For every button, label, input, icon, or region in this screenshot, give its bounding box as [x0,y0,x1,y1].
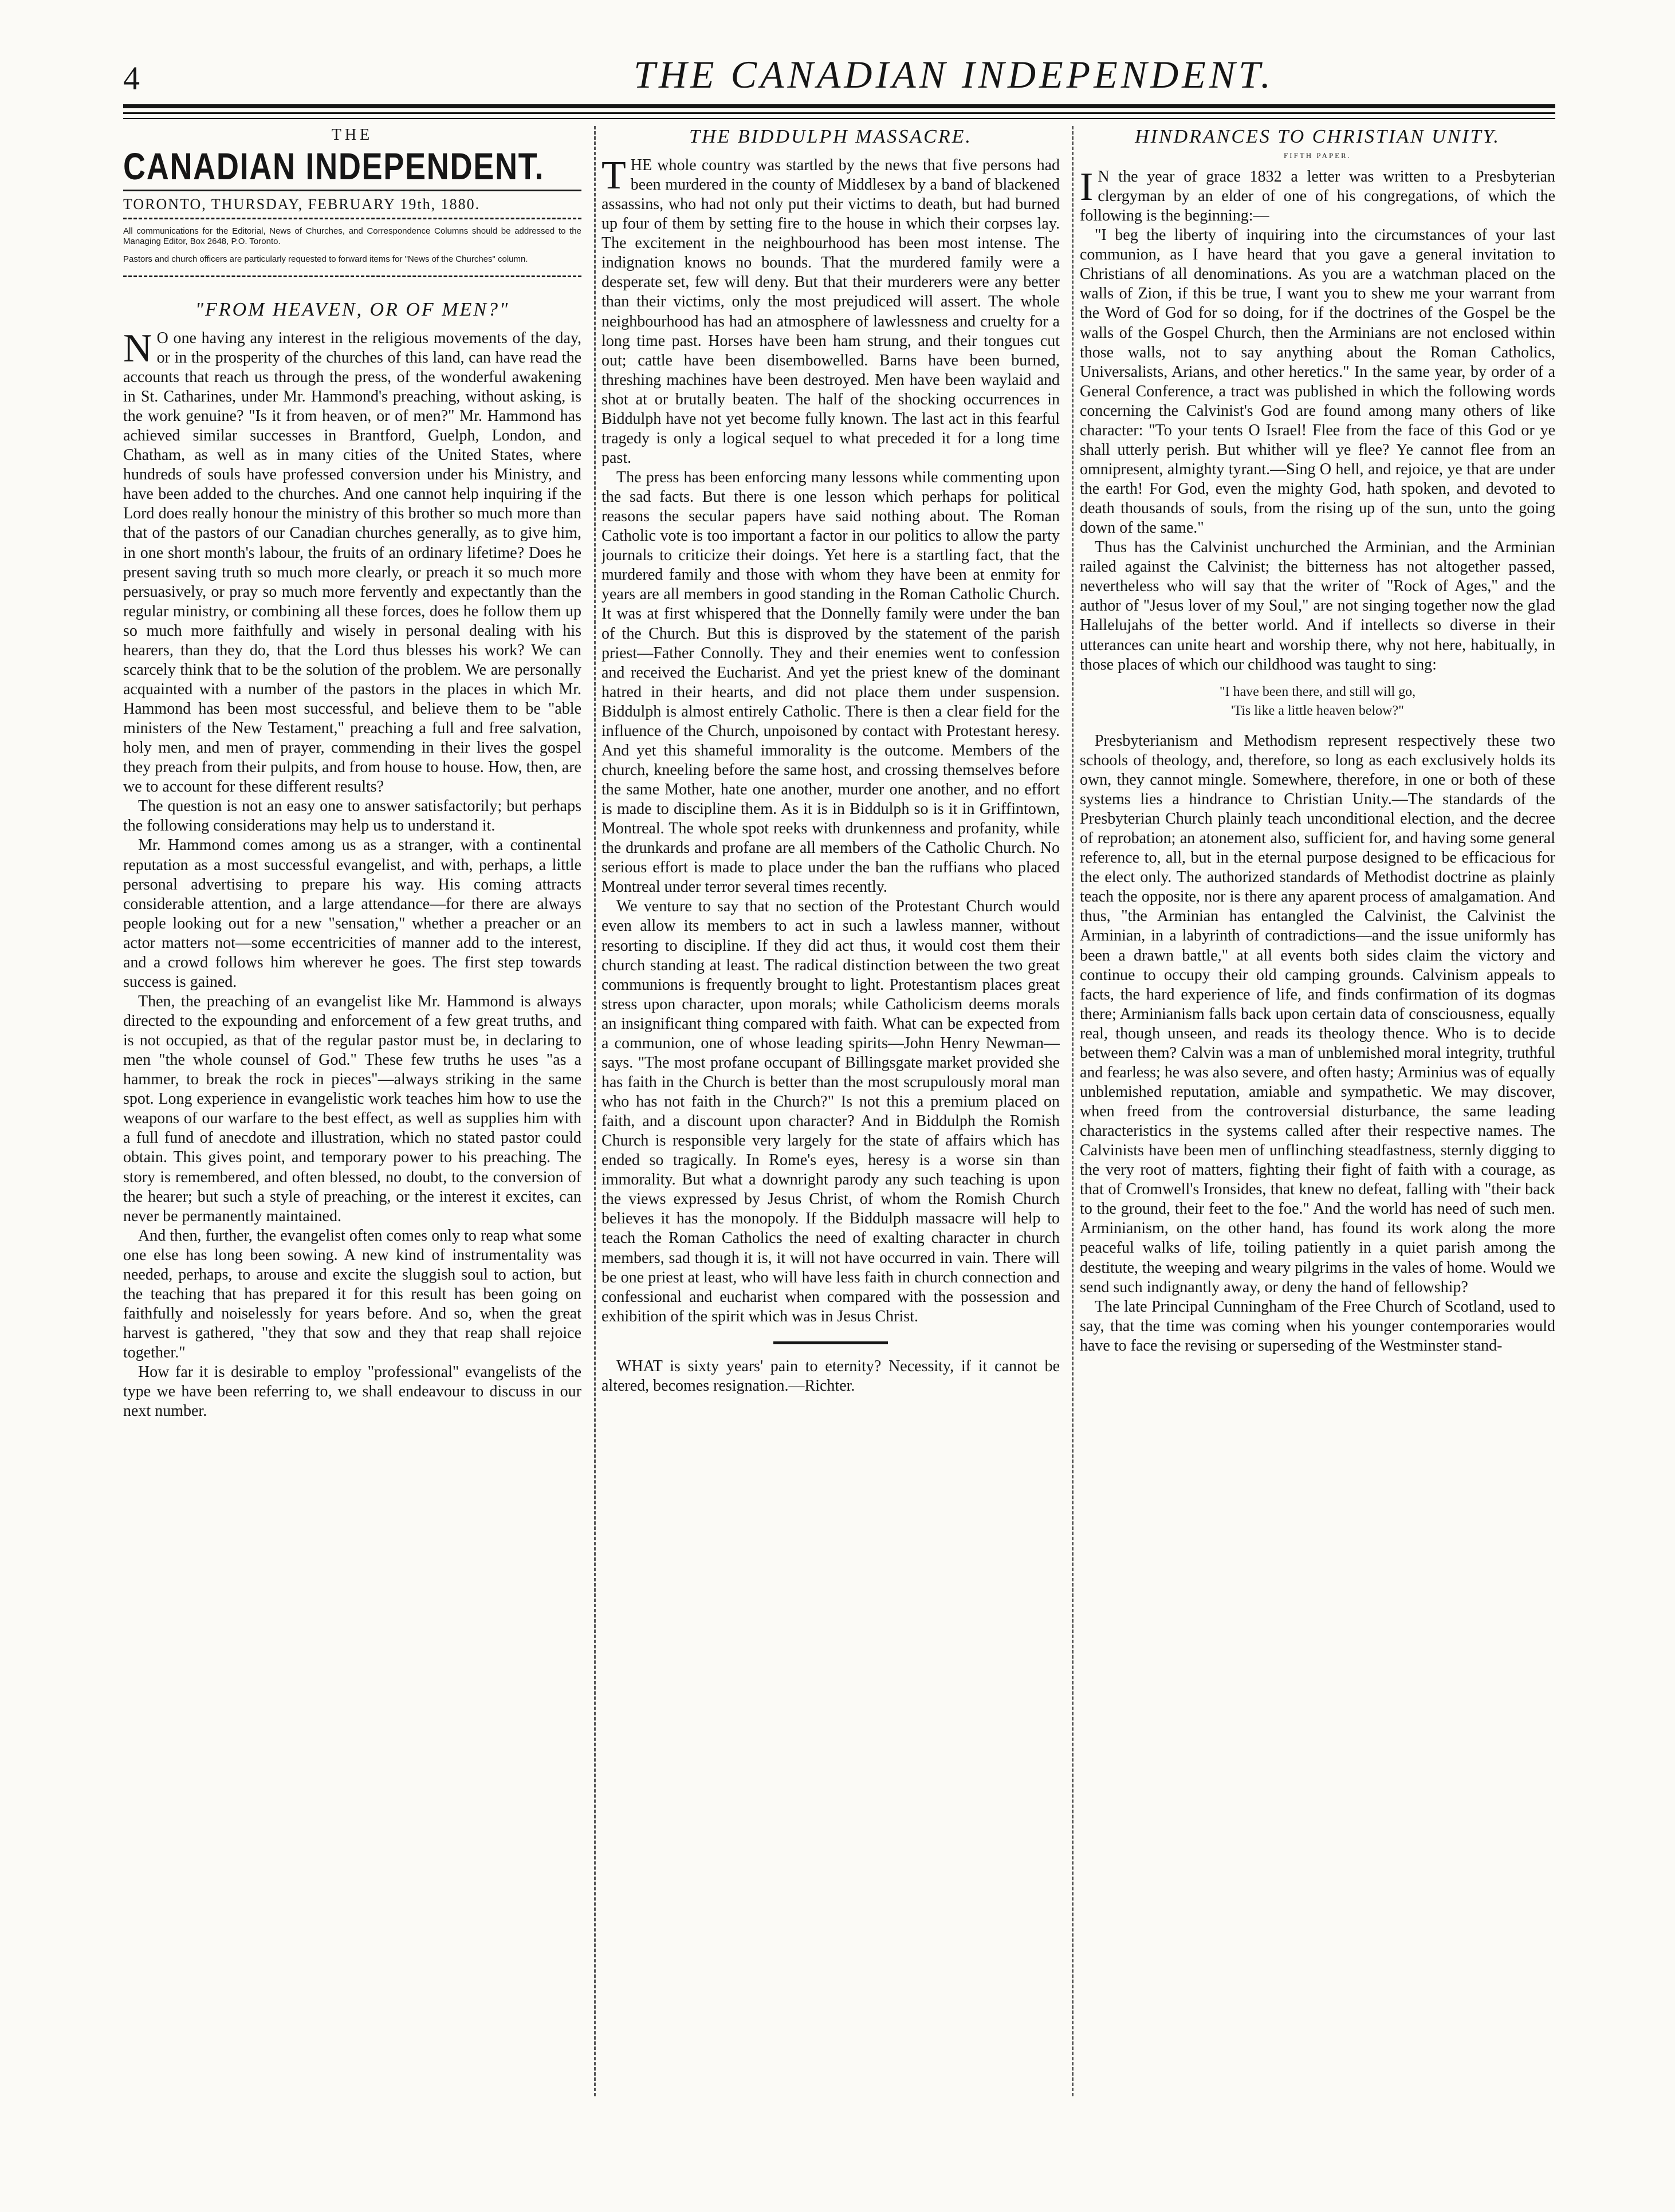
verse-line: "I have been there, and still will go, [1219,684,1416,699]
closing-quote [601,1357,1060,1396]
masthead-title: CANADIAN INDEPENDENT. [123,145,545,187]
verse-quote [1080,683,1555,721]
running-title: THE CANADIAN INDEPENDENT. [634,53,1274,96]
header-rule [123,118,1555,119]
left-column [123,126,581,2108]
column-divider [594,126,596,2096]
masthead-rule [123,190,581,191]
article-paragraph: "I beg the liberty of inquiring into the circumstances of your last communion, as I have heard that you gave a general invitation to Christians of all denominations. As you are a watchman placed on the walls of Zion, if this be true, I want you to shew me your warrant from the Word of God for so doing, for if the doctrines of the Gospel be the walls of the Gospel Church, then the Arminians are not enclosed within those walls, not to say anything about the Roman Catholics, Universalists, Arians, and other heretics." In the same year, by order of a General Conference, a tract was published in which the following words concerning the Calvinist's God are found among many others of like character: "To your tents O Israel! Flee from the face of this God or ye shall utterly perish. But whither will ye flee? Ye cannot flee from an omnipresent, almighty tyrant.—Sing O hell, and rejoice, ye that are under the earth! For God, even the mighty God, hath spoken, and devoted to death thousands of souls, from the rising up of the sun, unto the going down of the same." [1080,226,1555,537]
masthead-kicker: THE [331,126,373,144]
header-rule [123,112,1555,114]
article-paragraph: Presbyterianism and Methodism represent respectively these two schools of theology, and, therefore, so long as each exclusively holds its own, they cannot mingle. Somewhere, therefore, in one or both of these systems lies a hindrance to Christian Unity.—The standards of the Presbyterian Church plainly teach unconditional election, and the decree of reprobation; an atonement also, sufficient for, and having some general reference to, all, but in the eternal purpose designed to be efficacious for the elect only. The authorized standards of Methodist doctrine as plainly teach the opposite, nor is there any aparent process of amalgamation. And thus, "the Arminian has entangled the Calvinist, the Calvinist the Arminian, in a labyrinth of contradictions—and the issue uniformly has been a drawn battle," at all events both sides claim the victory and continue to occupy their old camping grounds. Calvinism appeals to facts, the hard experience of life, and finds confirmation of its dogmas there; Arminianism falls back upon certain data of consciousness, equally real, though unseen, and reads its theology thence. Who is to decide between them? Calvin was a man of unblemished moral integrity, truthful and fearless; he was also severe, and often hasty; Arminius was of equally unblemished reputation, amiable and sympathetic. We may discover, when freed from the controversial disturbance, the same leading characteristics in the systems called after their respective names. The Calvinists have been men of unflinching steadfastness, sternly digging to the very root of matters, fighting their fight of faith with a courage, as that of Cromwell's Ironsides, that knew no defeat, falling with "their back to the ground, their feet to the foe." And the world has need of such men. Arminianism, on the other hand, has found its work along the more peaceful walks of life, toiling patiently in a quiet parish among the destitute, the weeping and weary pilgrims in the vales of home. Would we send such indignantly away, or deny the hand of fellowship? [1080,731,1555,1296]
right-column [1080,126,1555,2108]
article-paragraph: We venture to say that no section of the Protestant Church would even allow its members to act in such a lawless manner, without resorting to discipline. If they did act thus, it would cost them their church standing at least. The radical distinction between the two great communions is frequently brought to light. Protestantism places great stress upon character, upon morals; while Catholicism deems morals an insignificant thing compared with faith. What can be expected from a communion, one of whose leading spirits—John Henry Newman—says. "The most profane occupant of Billingsgate market provided she has faith in the Church is better than the most scrupulously moral man who has not faith in the Church?" Is not this a premium placed on faith, and a discount upon character? And in Biddulph the Romish Church is responsible very largely for the state of affairs which has ended so tragically. In Rome's eyes, heresy is a worse sin than immorality. But what a downright parody any such teaching is upon the views expressed by Jesus Christ, of whom the Romish Church believes it has the monopoly. If the Biddulph massacre will help to teach the Roman Catholics the need of exalting character in church members, sad though it is, it will not have occurred in vain. There will be one priest at least, who will have less faith in church connection and confessional and eucharist when compared with the possession and exhibition of the spirit which was in Jesus Christ. [601,898,1060,1325]
middle-column [601,126,1060,2108]
column-divider [1072,126,1074,2096]
article-body [1080,167,1555,1356]
article-title: THE BIDDULPH MASSACRE. [689,126,972,147]
article-paragraph: Mr. Hammond comes among us as a stranger, with a continental reputation as a most successful evangelist, and with, perhaps, a little personal advertising to prepare his way. His coming attracts considerable attention, and a large attendance—for there are always people looking out for a new "sensation," whether a preacher or an actor matters not—some eccentricities of manner add to the interest, and a crowd follows him wherever he goes. The first step towards success is gained. [123,836,581,991]
article-paragraph: How far it is desirable to employ "professional" evangelists of the type we have been referring to, we shall endeavour to discuss in our next number. [123,1363,581,1420]
pastors-notice: Pastors and church officers are particularly requested to forward items for "News of the Churches" column. [123,254,528,265]
editorial-notice: All communications for the Editorial, News of Churches, and Correspondence Columns should be addressed to the Managing Editor, Box 2648, P.O. Toronto. [123,226,581,247]
article-paragraph: Thus has the Calvinist unchurched the Arminian, and the Arminian railed against the Calvinist; the bitterness has not altogether passed, nevertheless who will say that the writer of "Rock of Ages," and the author of "Jesus lover of my Soul," are not singing together now the glad Hallelujahs of the better world. And if intellects so diverse in their utterances can unite heart and worship there, why not here, habitually, in those places of which our childhood was taught to sing: [1080,538,1555,674]
quote-text: WHAT is sixty years' pain to eternity? Necessity, if it cannot be altered, becomes resignation.—Richter. [601,1357,1060,1395]
article-paragraph: And then, further, the evangelist often comes only to reap what some one else has long been sowing. A new kind of instrumentality was needed, perhaps, to arouse and excite the sluggish soul to action, but the teaching that has prepared it for this result has been going on faithfully and noiselessly for years before. And so, when the great harvest is gathered, "they that sow and they that reap shall rejoice together." [123,1226,581,1362]
article-body [601,153,1060,1327]
article-paragraph: IN the year of grace 1832 a letter was written to a Presbyterian clergyman by an elder of one of his congregations, of which the following is the beginning:— [1080,165,1555,225]
masthead-dateline: TORONTO, THURSDAY, FEBRUARY 19th, 1880. [123,195,481,212]
article-body [123,326,581,1422]
article-paragraph: THE whole country was startled by the news that five persons had been murdered in the county of Middlesex by a band of blackened assassins, who had not only put their victims to death, but had burned up four of them by setting fire to the house in which their corpses lay. The excitement in the neighbourhood has been most intense. The indignation knows no bounds. That the murdered family were a desperate set, few will deny. But that their murderers were any better than their victims, only the most prejudiced will assert. The whole neighbourhood has had an atmosphere of lawlessness and cruelty for a long time past. Horses have been ham strung, and their tongues cut out; cattle have been disembowelled. Barns have been burned, threshing machines have been destroyed. Men have been waylaid and shot at or brutally beaten. The half of the shocking occurrences in Biddulph have not yet become fully known. The last act in this fearful tragedy is only a logical sequel to what preceded it for a long time past. [601,153,1060,467]
article-paragraph: The press has been enforcing many lessons while commenting upon the sad facts. But there is one lesson which perhaps for political reasons the secular papers have said nothing about. The Roman Catholic vote is too important a factor in our politics to allow the party journals to criticize their doings. Yet here is a startling fact, that the murdered family and those with whom they have been at enmity for years are all members in good standing in the Roman Catholic Church. It was at first whispered that the Donnelly family were under the ban of the Church. But this is disproved by the statement of the parish priest—Father Connolly. They and their enemies went to confession and received the Eucharist. And yet the priest knew of the dominant hatred in their hearts, and did not place them under suspension. Biddulph is almost entirely Catholic. There is then a clear field for the influence of the Church, unpoisoned by contact with Protestant heresy. And yet this shameful immorality is the outcome. Members of the church, kneeling before the same host, and crossing themselves before the same Mother, hate one another, murder one another, and no effort is made to discipline them. As it is in Biddulph so is it in Griffintown, Montreal. The whole spot reeks with drunkenness and profanity, while the drunkards and profane are all members of the Catholic Church. No serious effort is made to place under the ban the ruffians who placed Montreal under terror several times recently. [601,469,1060,896]
article-title: HINDRANCES TO CHRISTIAN UNITY. [1135,126,1500,147]
masthead-rule [123,275,581,277]
article-title: "FROM HEAVEN, OR OF MEN?" [195,298,510,320]
masthead-rule [123,218,581,219]
article-paragraph: The question is not an easy one to answer satisfactorily; but perhaps the following considerations may help us to understand it. [123,797,581,835]
page-number: 4 [123,60,140,97]
article-separator [773,1341,888,1344]
header-rule [123,104,1555,108]
verse-line: 'Tis like a little heaven below?" [1231,703,1404,719]
article-subtitle: FIFTH PAPER. [1284,151,1351,160]
article-paragraph: NO one having any interest in the religious movements of the day, or in the prosperity of the churches of this land, can have read the accounts that reach us through the press, of the wonderful awakening in St. Catharines, under Mr. Hammond's preaching, without asking, is the work genuine? "Is it from heaven, or of men?" Mr. Hammond has achieved similar successes in Brantford, Guelph, London, and Chatham, as well as in many cities of the United States, where hundreds of souls have professed conversion under his Ministry, and have been added to the churches. And one cannot help inquiring if the Lord does really honour the ministry of this brother so much more than that of the pastors of our Canadian churches generally, as to give him, in one short month's labour, the fruits of an ordinary lifetime? Does he present saving truth so much more clearly, or preach it so much more persuasively, or pray so much more fervently and expectantly than the regular ministry, or combining all these forces, does he follow them up so much more faithfully and wisely in personal dealing with his hearers, than they do, that the Lord thus blesses his work? We can scarcely think that to be the solution of the problem. We are personally acquainted with a number of the pastors in the places in which Mr. Hammond has been most successful, and believe them to be "able ministers of the New Testament," preaching a full and free salvation, holy men, and men of prayer, commending in their lives the gospel they preach from their pulpits, and from house to house. How, then, are we to account for these different results? [123,326,581,796]
article-paragraph: Then, the preaching of an evangelist like Mr. Hammond is always directed to the expounding and enforcement of a few great truths, and is not occupied, as that of the regular pastor must be, in declaring to men "the whole counsel of God." These few truths he uses "as a hammer, to break the rock in pieces"—always striking in the same spot. Long experience in evangelistic work teaches him how to use the weapons of our warfare to the best effect, as well as supplies him with a full fund of anecdote and illustration, which no stated pastor could obtain. This gives point, and temporary power to his preaching. The story is remembered, and often blessed, no doubt, to the conversion of the hearer; but such a style of preaching, or the interest it excites, can never be permanently maintained. [123,992,581,1225]
article-paragraph: The late Principal Cunningham of the Free Church of Scotland, used to say, that the time was coming when his younger contemporaries would have to face the revising or superseding of the Westminster stand- [1080,1297,1555,1355]
